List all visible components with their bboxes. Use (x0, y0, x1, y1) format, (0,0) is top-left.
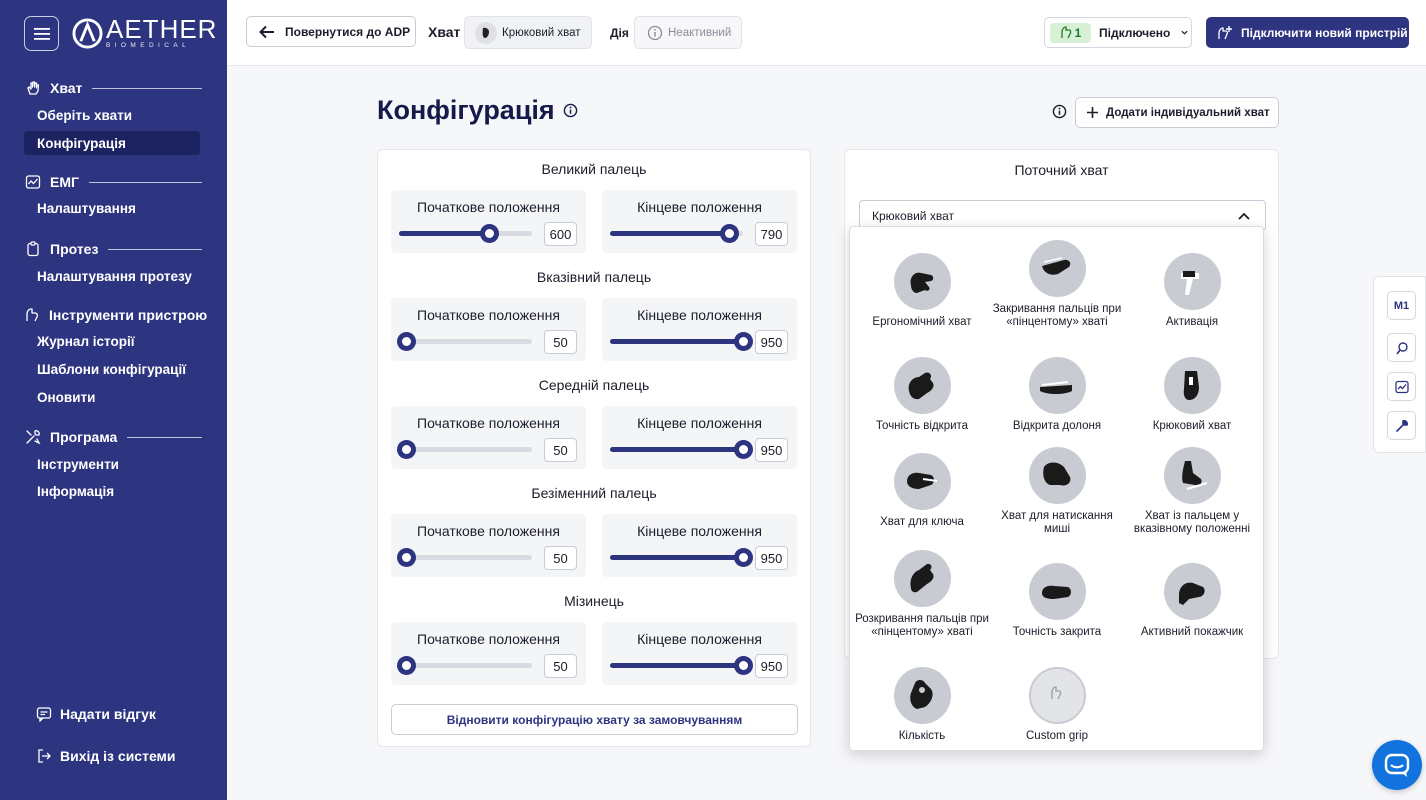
grip-image (1029, 240, 1086, 297)
sidebar-item-history-log[interactable]: Журнал історії (37, 333, 135, 349)
grip-option-label: Активація (1165, 316, 1219, 328)
start-position-label: Початкове положення (417, 199, 560, 215)
emg-device-button[interactable] (1387, 333, 1416, 362)
grip-hand-icon (1173, 573, 1211, 611)
right-toolbar (1373, 276, 1426, 453)
section-device-tools (24, 304, 208, 326)
grip-hand-icon (903, 677, 941, 715)
add-grip-label: Додати індивідуальний хват (1106, 106, 1270, 119)
sidebar-item-prosthesis-settings[interactable]: Налаштування протезу (37, 268, 192, 284)
finger-config-card (377, 149, 811, 747)
action-value: Неактивний (668, 26, 732, 39)
new-device-label: Підключити новий пристрій (1241, 25, 1408, 40)
grip-hand-icon (903, 367, 941, 405)
grip-image (1029, 667, 1086, 724)
m1-button[interactable]: M1 (1387, 291, 1416, 320)
grip-image (894, 357, 951, 414)
start-position-value-input[interactable]: 600 (544, 222, 577, 246)
grip-option-label: Активний покажчик (1140, 626, 1244, 638)
end-position-box (602, 298, 797, 361)
sidebar-item-configuration[interactable]: Конфігурація (24, 131, 200, 155)
current-grip-title: Поточний хват (1014, 162, 1109, 178)
grip-option-label: Точність закрита (1012, 626, 1102, 638)
info-icon[interactable] (563, 103, 578, 118)
grip-option-label: Кількість (898, 730, 946, 742)
slider-fill (610, 663, 743, 668)
arm-icon (24, 307, 40, 323)
grip-hand-icon (903, 560, 941, 598)
section-device-tools-label: Інструменти пристрою (49, 307, 208, 323)
grip-option[interactable] (1125, 447, 1259, 536)
end-position-value-input[interactable]: 950 (755, 546, 788, 570)
grip-hand-icon (903, 263, 941, 301)
start-position-slider[interactable] (399, 555, 532, 560)
logout-link[interactable] (36, 745, 176, 767)
grip-image (1029, 447, 1086, 504)
grip-hand-icon (1038, 573, 1076, 611)
current-grip-chip[interactable] (464, 16, 592, 49)
end-position-label: Кінцеве положення (637, 631, 762, 647)
grip-option-label: Відкрита долоня (1012, 420, 1102, 432)
start-position-box (391, 406, 586, 469)
section-prosthesis (24, 238, 202, 260)
grip-thumbnail (475, 22, 497, 44)
grip-chip-label: Крюковий хват (502, 26, 581, 39)
grip-option-label: Хват для натискання миші (1001, 510, 1113, 535)
slider-fill (610, 231, 729, 236)
start-position-label: Початкове положення (417, 631, 560, 647)
chevron-down-icon (1180, 28, 1189, 37)
logout-icon (36, 748, 52, 764)
grip-hand-icon (1038, 367, 1076, 405)
chevron-up-icon (1237, 210, 1251, 222)
end-position-value-input[interactable]: 950 (755, 438, 788, 462)
end-position-value-input[interactable]: 790 (755, 222, 788, 246)
info-icon[interactable] (1052, 104, 1067, 119)
chart-button[interactable] (1387, 372, 1416, 401)
menu-toggle-button[interactable] (24, 16, 59, 51)
section-program (24, 426, 202, 448)
grip-image (1164, 447, 1221, 504)
back-label: Повернутися до ADP (285, 24, 411, 39)
connection-count: 1 (1074, 25, 1082, 40)
slider-handle[interactable] (734, 440, 753, 459)
feedback-label: Надати відгук (60, 706, 156, 722)
grip-options-dropdown (849, 226, 1264, 751)
grip-hand-icon (1173, 457, 1211, 495)
slider-handle[interactable] (397, 656, 416, 675)
start-position-slider[interactable] (399, 447, 532, 452)
logo (72, 14, 218, 50)
grip-image (894, 253, 951, 310)
slider-handle[interactable] (734, 548, 753, 567)
current-grip-selected: Крюковий хват (872, 208, 954, 223)
grip-hand-icon (1038, 250, 1076, 288)
end-position-slider[interactable] (610, 555, 743, 560)
custom-grip-icon (1038, 677, 1076, 715)
slider-handle[interactable] (397, 548, 416, 567)
grip-option[interactable] (1125, 563, 1259, 639)
arm-icon (1060, 26, 1072, 39)
grip-option-label: Точність відкрита (875, 420, 969, 432)
slider-handle[interactable] (480, 224, 499, 243)
sidebar (0, 0, 227, 800)
section-grip-label: Хват (50, 80, 83, 96)
add-device-icon (1217, 25, 1233, 41)
start-position-label: Початкове положення (417, 307, 560, 323)
chart-icon (25, 174, 41, 190)
end-position-label: Кінцеве положення (637, 199, 762, 215)
grip-hand-icon (1173, 367, 1211, 405)
grip-option[interactable] (1125, 253, 1259, 329)
section-grip (24, 77, 202, 99)
page-title (377, 95, 578, 126)
chat-icon (1382, 750, 1412, 780)
slider-handle[interactable] (397, 440, 416, 459)
slider-handle[interactable] (720, 224, 739, 243)
section-emg-label: ЕМГ (50, 174, 79, 190)
end-position-value-input[interactable]: 950 (755, 330, 788, 354)
grip-option[interactable] (1125, 357, 1259, 433)
start-position-value-input[interactable]: 50 (544, 654, 577, 678)
grip-option-label: Custom grip (1026, 730, 1088, 742)
grip-hand-icon (1173, 263, 1211, 301)
action-chip[interactable] (634, 16, 742, 49)
top-bar (227, 0, 1426, 66)
sidebar-item-choose-grips[interactable]: Оберіть хвати (37, 107, 133, 123)
sidebar-item-config-templates[interactable]: Шаблони конфігурації (37, 361, 187, 377)
finger-title: Великий палець (541, 161, 647, 177)
end-position-slider[interactable] (610, 663, 743, 668)
start-position-value-input[interactable]: 50 (544, 330, 577, 354)
finger-title: Вказівний палець (536, 269, 652, 285)
grip-option[interactable] (990, 667, 1124, 743)
end-position-slider[interactable] (610, 447, 743, 452)
grip-option[interactable] (990, 447, 1124, 536)
slider-fill (610, 339, 743, 344)
tools-icon (25, 429, 41, 445)
grip-image (1164, 563, 1221, 620)
start-position-box (391, 298, 586, 361)
start-position-value-input[interactable]: 50 (544, 546, 577, 570)
logo-subtitle: BIOMEDICAL (106, 42, 191, 49)
grip-option[interactable] (855, 550, 989, 639)
hook-grip-icon (479, 26, 493, 40)
logo-name: AETHER (106, 14, 218, 44)
end-position-slider[interactable] (610, 231, 743, 236)
grip-image (1164, 253, 1221, 310)
action-label: Дія (610, 26, 629, 40)
aether-logo-icon (72, 18, 103, 49)
hamburger-icon (34, 27, 50, 41)
grip-label: Хват (428, 24, 461, 40)
end-position-box (602, 514, 797, 577)
info-icon (647, 25, 663, 41)
grip-option[interactable] (990, 563, 1124, 639)
grip-option-label: Хват із пальцем у вказівному положенні (1133, 510, 1251, 535)
chat-support-button[interactable] (1372, 740, 1422, 790)
grip-option[interactable] (855, 667, 989, 743)
grip-option[interactable] (855, 453, 989, 529)
grip-option[interactable] (990, 357, 1124, 433)
end-position-label: Кінцеве положення (637, 307, 762, 323)
slider-fill (610, 555, 743, 560)
start-position-box (391, 514, 586, 577)
wrench-button[interactable] (1387, 411, 1416, 440)
grip-option-label: Хват для ключа (880, 516, 964, 528)
grip-image (1164, 357, 1221, 414)
start-position-label: Початкове положення (417, 523, 560, 539)
add-custom-grip-button[interactable] (1075, 97, 1279, 128)
reset-default-config-button[interactable]: Відновити конфігурацію хвату за замовчуванням (391, 704, 798, 735)
grip-option[interactable] (855, 253, 989, 329)
grip-image (1029, 563, 1086, 620)
connection-status-dropdown[interactable] (1044, 17, 1192, 48)
start-position-slider[interactable] (399, 663, 532, 668)
grip-option[interactable] (990, 240, 1124, 329)
slider-fill (399, 231, 489, 236)
sidebar-item-update[interactable]: Оновити (37, 389, 96, 405)
feedback-icon (36, 706, 52, 722)
grip-image (894, 453, 951, 510)
slider-handle[interactable] (397, 332, 416, 351)
end-position-value-input[interactable]: 950 (755, 654, 788, 678)
page-title-text: Конфігурація (377, 95, 555, 125)
start-position-slider[interactable] (399, 339, 532, 344)
grip-image (894, 667, 951, 724)
slider-handle[interactable] (734, 332, 753, 351)
start-position-slider[interactable] (399, 231, 532, 236)
end-position-box (602, 622, 797, 685)
device-icon (1395, 341, 1409, 355)
grip-option-label: Розкривання пальців при «пінцентому» хваті (855, 613, 989, 638)
section-emg (24, 171, 202, 193)
connection-badge (1050, 23, 1091, 43)
finger-title: Середній палець (538, 377, 650, 393)
end-position-label: Кінцеве положення (637, 523, 762, 539)
back-to-adp-button[interactable] (246, 16, 416, 47)
finger-title: Мізинець (564, 593, 624, 609)
end-position-slider[interactable] (610, 339, 743, 344)
section-prosthesis-label: Протез (50, 241, 99, 257)
chart-icon (1395, 380, 1409, 394)
start-position-box (391, 190, 586, 253)
sidebar-item-info[interactable]: Інформація (37, 483, 115, 499)
grip-option-label: Крюковий хват (1152, 420, 1232, 432)
grip-option[interactable] (855, 357, 989, 433)
grip-image (894, 550, 951, 607)
start-position-label: Початкове положення (417, 415, 560, 431)
arrow-left-icon (259, 25, 275, 39)
start-position-box (391, 622, 586, 685)
end-position-box (602, 190, 797, 253)
slider-handle[interactable] (734, 656, 753, 675)
logout-label: Вихід із системи (60, 748, 176, 764)
end-position-box (602, 406, 797, 469)
plus-icon (1086, 106, 1099, 119)
section-program-label: Програма (50, 429, 118, 445)
finger-title: Безіменний палець (531, 485, 657, 501)
sidebar-item-tools[interactable]: Інструменти (37, 456, 119, 472)
grip-option-label: Ергономічний хват (872, 316, 972, 328)
sidebar-item-emg-settings[interactable]: Налаштування (37, 200, 136, 216)
connect-new-device-button[interactable] (1206, 17, 1409, 48)
clipboard-icon (25, 241, 41, 257)
grip-option-label: Закривання пальців при «пінцентому» хваті (992, 303, 1122, 328)
connection-status: Підключено (1099, 25, 1171, 40)
grip-image (1029, 357, 1086, 414)
feedback-link[interactable] (36, 703, 156, 725)
start-position-value-input[interactable]: 50 (544, 438, 577, 462)
slider-fill (610, 447, 743, 452)
grip-hand-icon (903, 463, 941, 501)
wrench-icon (1395, 419, 1409, 433)
hand-icon (25, 80, 41, 96)
end-position-label: Кінцеве положення (637, 415, 762, 431)
grip-hand-icon (1038, 457, 1076, 495)
